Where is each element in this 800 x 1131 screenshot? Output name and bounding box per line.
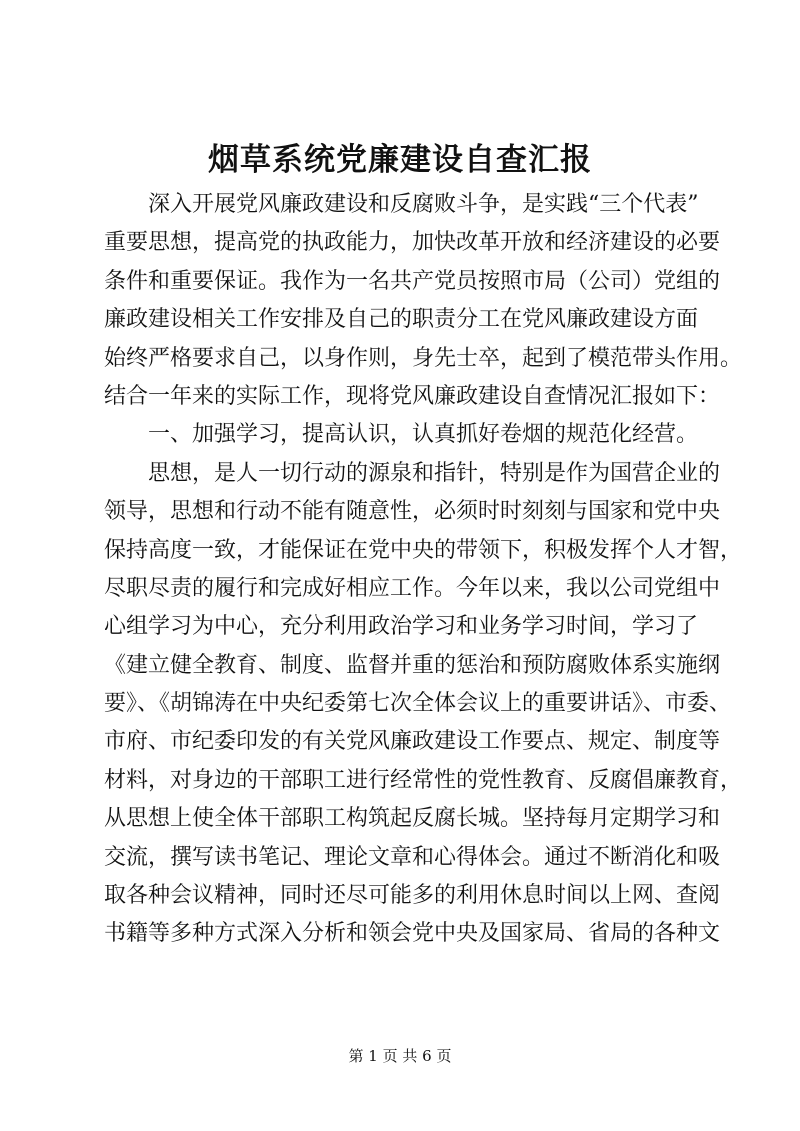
body-line: 结合一年来的实际工作，现将党风廉政建设自查情况汇报如下： bbox=[104, 383, 721, 409]
body-line: 从思想上使全体干部职工构筑起反腐长城。坚持每月定期学习和 bbox=[104, 806, 721, 832]
body-line: 重要思想，提高党的执政能力，加快改革开放和经济建设的必要 bbox=[104, 230, 721, 256]
body-line: 保持高度一致，才能保证在党中央的带领下，积极发挥个人才智， bbox=[104, 537, 743, 563]
page-footer: 第 1 页 共 6 页 bbox=[348, 1047, 452, 1065]
body-line: 市府、市纪委印发的有关党风廉政建设工作要点、规定、制度等 bbox=[104, 729, 721, 755]
body-line: 领导，思想和行动不能有随意性，必须时时刻刻与国家和党中央 bbox=[104, 499, 721, 525]
section-heading: 一、加强学习，提高认识，认真抓好卷烟的规范化经营。 bbox=[104, 422, 699, 448]
body-line: 材料，对身边的干部职工进行经常性的党性教育、反腐倡廉教育， bbox=[104, 767, 743, 793]
body-line: 取各种会议精神，同时还尽可能多的利用休息时间以上网、查阅 bbox=[104, 883, 721, 909]
body-line: 深入开展党风廉政建设和反腐败斗争，是实践“三个代表” bbox=[104, 192, 699, 217]
body-line: 心组学习为中心，充分利用政治学习和业务学习时间，学习了 bbox=[104, 614, 699, 640]
body-line: 尽职尽责的履行和完成好相应工作。今年以来，我以公司党组中 bbox=[104, 575, 721, 601]
body-line: 条件和重要保证。我作为一名共产党员按照市局（公司）党组的 bbox=[104, 268, 721, 294]
body-line: 廉政建设相关工作安排及自己的职责分工在党风廉政建设方面 bbox=[104, 307, 699, 333]
document-body bbox=[104, 186, 743, 954]
body-line: 交流，撰写读书笔记、理论文章和心得体会。通过不断消化和吸 bbox=[104, 844, 721, 870]
body-line: 《建立健全教育、制度、监督并重的惩治和预防腐败体系实施纲 bbox=[104, 652, 721, 678]
document-title: 烟草系统党廉建设自查汇报 bbox=[208, 142, 592, 178]
body-line: 要》、《胡锦涛在中央纪委第七次全体会议上的重要讲话》、市委、 bbox=[104, 691, 732, 717]
body-line: 书籍等多种方式深入分析和领会党中央及国家局、省局的各种文 bbox=[104, 921, 721, 947]
body-line: 始终严格要求自己，以身作则，身先士卒，起到了模范带头作用。 bbox=[104, 345, 743, 371]
body-line: 思想，是人一切行动的源泉和指针，特别是作为国营企业的 bbox=[104, 460, 721, 486]
